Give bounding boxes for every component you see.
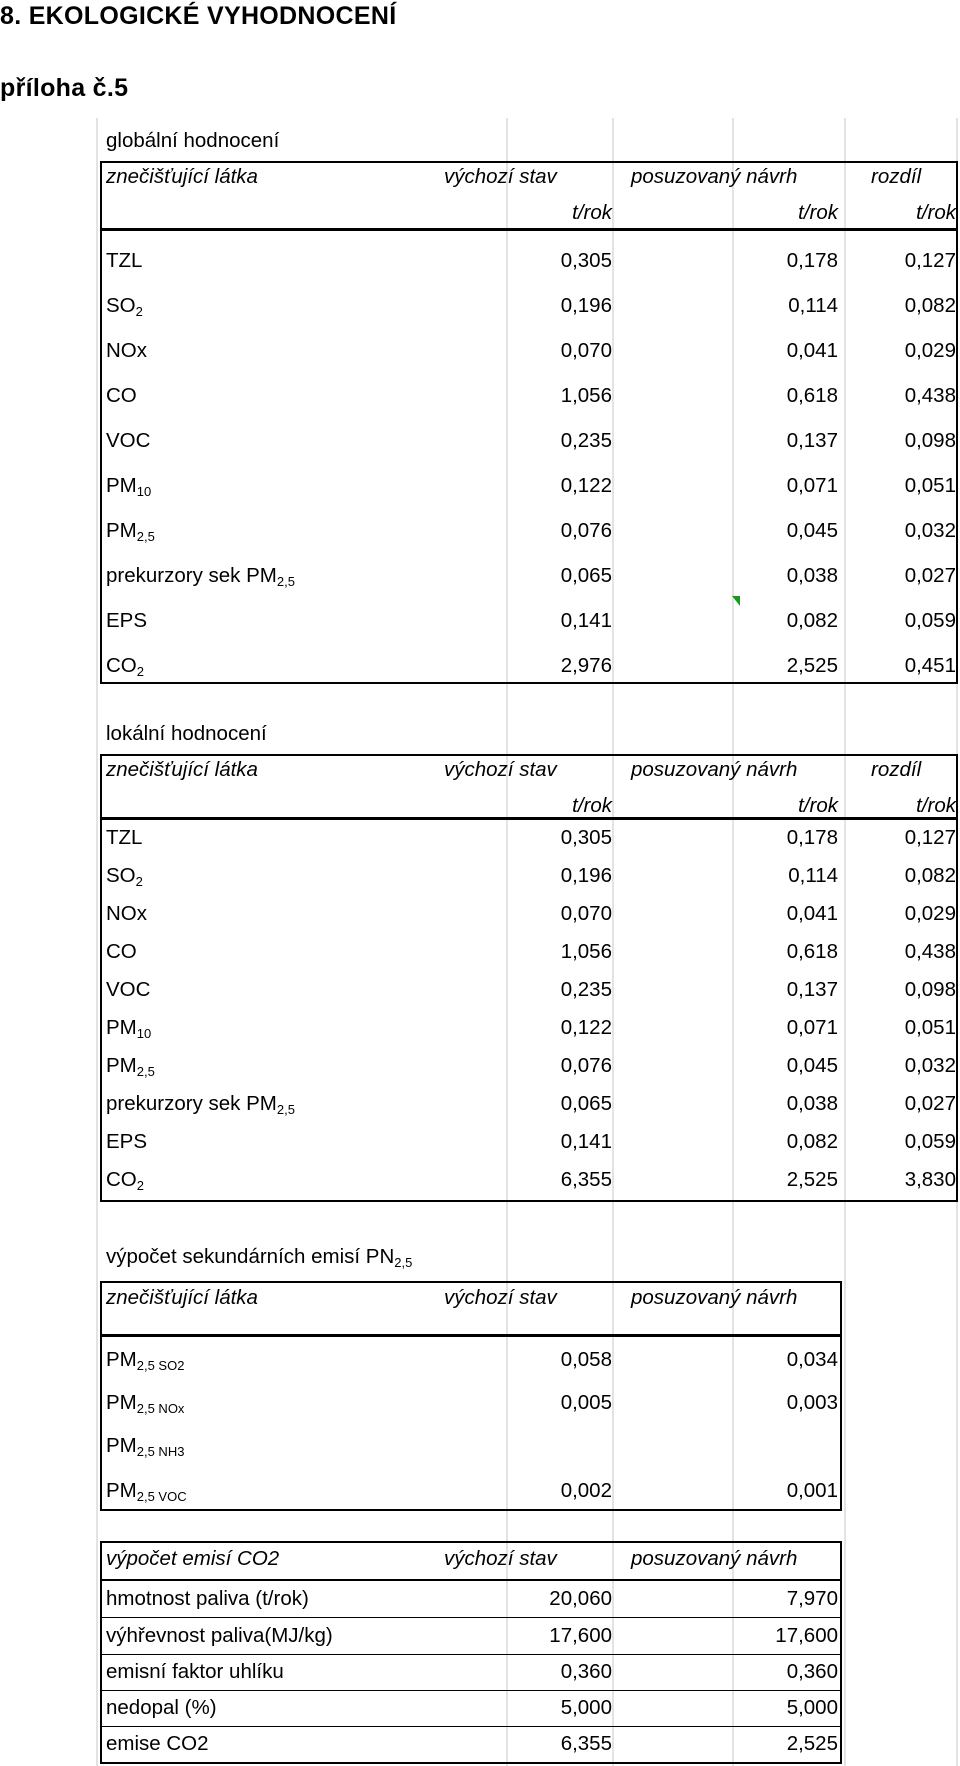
table-border: [100, 682, 958, 684]
value-proposal: 0,038: [786, 1092, 838, 1115]
value-base: 0,058: [560, 1348, 612, 1371]
grid-line: [96, 118, 98, 1766]
value-diff: 0,127: [904, 826, 956, 849]
value-diff: 0,082: [904, 864, 956, 887]
value-diff: 0,451: [904, 654, 956, 677]
value-diff: 3,830: [904, 1168, 956, 1191]
col-header-proposal: posuzovaný návrh: [631, 165, 798, 188]
table-border: [100, 1334, 842, 1337]
value-diff: 0,127: [904, 249, 956, 272]
parameter-name: výhřevnost paliva(MJ/kg): [106, 1624, 333, 1647]
table-border: [100, 1579, 842, 1581]
pollutant-subscript: 10: [136, 484, 152, 499]
pollutant-label: PM: [106, 1348, 137, 1371]
value-base: 0,235: [560, 429, 612, 452]
pollutant-label: PM: [106, 1391, 137, 1414]
pollutant-name: [106, 1132, 147, 1153]
value-proposal: 17,600: [775, 1624, 838, 1647]
pollutant-label: PM: [106, 1054, 137, 1077]
value-diff: 0,098: [904, 978, 956, 1001]
unit-base: t/rok: [572, 201, 612, 224]
value-proposal: 5,000: [786, 1696, 838, 1719]
pollutant-label: VOC: [106, 978, 151, 1001]
pollutant-name: [106, 828, 142, 849]
value-base: 0,005: [560, 1391, 612, 1414]
pollutant-name: [106, 251, 142, 272]
pollutant-name: [106, 476, 151, 498]
value-proposal: 0,071: [786, 474, 838, 497]
value-diff: 0,051: [904, 474, 956, 497]
value-proposal: 0,137: [786, 429, 838, 452]
pollutant-label: EPS: [106, 609, 148, 632]
pollutant-subscript: 2: [135, 304, 143, 319]
pollutant-subscript: 2: [136, 664, 144, 679]
value-base: 1,056: [560, 384, 612, 407]
value-proposal: 7,970: [786, 1587, 838, 1610]
pollutant-subscript: 10: [136, 1026, 152, 1041]
value-diff: 0,029: [904, 902, 956, 925]
pollutant-subscript: 2,5: [276, 1102, 295, 1117]
col-header-proposal: posuzovaný návrh: [631, 1286, 798, 1309]
pollutant-label: SO: [106, 864, 136, 887]
pollutant-name: [106, 296, 143, 318]
table-border: [956, 754, 958, 1202]
value-proposal: 0,045: [786, 519, 838, 542]
parameter-name: emisní faktor uhlíku: [106, 1660, 284, 1683]
value-proposal: 0,618: [786, 940, 838, 963]
value-base: 0,002: [560, 1479, 612, 1502]
table-row-divider: [100, 1617, 842, 1618]
pollutant-name: [106, 1393, 184, 1415]
value-diff: 0,029: [904, 339, 956, 362]
pollutant-label: VOC: [106, 429, 151, 452]
value-proposal: 0,001: [786, 1479, 838, 1502]
table-border: [100, 1509, 842, 1511]
value-base: 0,141: [560, 609, 612, 632]
pollutant-label: PM: [106, 1434, 137, 1457]
pollutant-name: [106, 904, 147, 925]
value-base: 6,355: [560, 1168, 612, 1191]
value-diff: 0,059: [904, 609, 956, 632]
unit-base: t/rok: [572, 794, 612, 817]
unit-diff: t/rok: [916, 201, 956, 224]
pollutant-name: [106, 1350, 184, 1372]
table-border: [100, 817, 958, 820]
pollutant-label: CO: [106, 654, 137, 677]
value-diff: 0,027: [904, 564, 956, 587]
value-proposal: 0,178: [786, 826, 838, 849]
pollutant-label: SO: [106, 294, 136, 317]
pollutant-label: EPS: [106, 1130, 148, 1153]
table-border: [100, 228, 958, 231]
value-base: 6,355: [560, 1732, 612, 1755]
pollutant-subscript: 2,5: [136, 529, 155, 544]
value-base: 0,122: [560, 474, 612, 497]
value-base: 0,076: [560, 1054, 612, 1077]
table-row-divider: [100, 1690, 842, 1691]
col-header-pollutant: znečišťující látka: [106, 1286, 258, 1309]
value-base: 0,235: [560, 978, 612, 1001]
value-proposal: 0,041: [786, 902, 838, 925]
unit-proposal: t/rok: [798, 201, 838, 224]
value-base: 0,305: [560, 826, 612, 849]
pollutant-label: prekurzory sek PM: [106, 1092, 277, 1115]
value-proposal: 0,034: [786, 1348, 838, 1371]
unit-proposal: t/rok: [798, 794, 838, 817]
co2calc-title: výpočet emisí CO2: [106, 1547, 280, 1570]
pollutant-label: CO: [106, 940, 137, 963]
value-proposal: 0,360: [786, 1660, 838, 1683]
pollutant-label: PM: [106, 1479, 137, 1502]
value-proposal: 0,045: [786, 1054, 838, 1077]
section-heading: 8. EKOLOGICKÉ VYHODNOCENÍ: [0, 2, 397, 30]
value-base: 0,076: [560, 519, 612, 542]
value-proposal: 0,003: [786, 1391, 838, 1414]
pollutant-subscript: 2,5 NOx: [136, 1401, 185, 1416]
pollutant-name: [106, 1436, 184, 1458]
pollutant-subscript: 2,5 SO2: [136, 1358, 185, 1373]
pollutant-label: CO: [106, 1168, 137, 1191]
value-proposal: 0,137: [786, 978, 838, 1001]
value-base: 0,065: [560, 1092, 612, 1115]
table-border: [100, 1762, 842, 1764]
col-header-base: výchozí stav: [444, 758, 557, 781]
grid-line: [506, 118, 508, 1766]
pollutant-label: PM: [106, 474, 137, 497]
value-base: 0,360: [560, 1660, 612, 1683]
value-base: 17,600: [549, 1624, 612, 1647]
grid-line: [844, 118, 846, 1766]
col-header-base: výchozí stav: [444, 1286, 557, 1309]
table-border: [100, 1200, 958, 1202]
value-base: 1,056: [560, 940, 612, 963]
value-diff: 0,051: [904, 1016, 956, 1039]
secondary-title: [106, 1247, 412, 1269]
pollutant-name: [106, 942, 137, 963]
value-proposal: 2,525: [786, 1732, 838, 1755]
global-title: globální hodnocení: [106, 129, 280, 152]
col-header-diff: rozdíl: [871, 758, 922, 781]
value-base: 0,305: [560, 249, 612, 272]
appendix-heading: příloha č.5: [0, 74, 129, 102]
table-row-divider: [100, 1654, 842, 1655]
col-header-proposal: posuzovaný návrh: [631, 758, 798, 781]
pollutant-name: [106, 341, 147, 362]
value-base: 0,196: [560, 864, 612, 887]
pollutant-name: [106, 566, 295, 588]
col-header-proposal: posuzovaný návrh: [631, 1547, 798, 1570]
table-border: [100, 1541, 102, 1764]
value-proposal: 0,114: [788, 864, 838, 887]
grid-line: [612, 118, 614, 1766]
pollutant-subscript: 2,5: [136, 1064, 155, 1079]
pollutant-name: [106, 656, 144, 678]
value-diff: 0,032: [904, 1054, 956, 1077]
table-row-divider: [100, 1726, 842, 1727]
pollutant-name: [106, 1018, 151, 1040]
pollutant-label: prekurzory sek PM: [106, 564, 277, 587]
value-proposal: 0,618: [786, 384, 838, 407]
value-diff: 0,082: [904, 294, 956, 317]
pollutant-label: NOx: [106, 902, 147, 925]
unit-diff: t/rok: [916, 794, 956, 817]
local-title: lokální hodnocení: [106, 722, 267, 745]
pollutant-label: NOx: [106, 339, 147, 362]
value-diff: 0,438: [904, 384, 956, 407]
value-base: 0,070: [560, 339, 612, 362]
col-header-pollutant: znečišťující látka: [106, 165, 258, 188]
pollutant-name: [106, 1056, 155, 1078]
parameter-name: nedopal (%): [106, 1696, 217, 1719]
value-diff: 0,098: [904, 429, 956, 452]
table-border: [100, 161, 102, 684]
value-proposal: 0,082: [786, 1130, 838, 1153]
value-proposal: 0,114: [788, 294, 838, 317]
secondary-title-subscript: 2,5: [394, 1255, 413, 1270]
pollutant-name: [106, 431, 150, 452]
pollutant-name: [106, 1170, 144, 1192]
value-proposal: 0,071: [786, 1016, 838, 1039]
parameter-name: hmotnost paliva (t/rok): [106, 1587, 309, 1610]
value-base: 0,065: [560, 564, 612, 587]
value-proposal: 2,525: [786, 654, 838, 677]
parameter-name: emise CO2: [106, 1732, 209, 1755]
secondary-title-text: výpočet sekundárních emisí PN: [106, 1245, 395, 1268]
grid-line: [732, 118, 734, 1766]
pollutant-label: TZL: [106, 826, 143, 849]
pollutant-name: [106, 1094, 295, 1116]
pollutant-label: PM: [106, 1016, 137, 1039]
pollutant-label: CO: [106, 384, 137, 407]
value-proposal: 2,525: [786, 1168, 838, 1191]
pollutant-label: PM: [106, 519, 137, 542]
value-diff: 0,059: [904, 1130, 956, 1153]
pollutant-name: [106, 611, 147, 632]
value-base: 2,976: [560, 654, 612, 677]
value-diff: 0,027: [904, 1092, 956, 1115]
value-base: 5,000: [560, 1696, 612, 1719]
pollutant-label: TZL: [106, 249, 143, 272]
value-proposal: 0,178: [786, 249, 838, 272]
col-header-pollutant: znečišťující látka: [106, 758, 258, 781]
table-border: [840, 1541, 842, 1764]
pollutant-subscript: 2,5 VOC: [136, 1489, 187, 1504]
pollutant-subscript: 2,5: [276, 574, 295, 589]
pollutant-name: [106, 1481, 187, 1503]
table-border: [100, 754, 958, 756]
value-proposal: 0,041: [786, 339, 838, 362]
table-border: [100, 1541, 842, 1543]
col-header-base: výchozí stav: [444, 165, 557, 188]
table-border: [100, 161, 958, 163]
col-header-diff: rozdíl: [871, 165, 922, 188]
table-border: [100, 754, 102, 1202]
pollutant-name: [106, 866, 143, 888]
pollutant-name: [106, 521, 155, 543]
pollutant-name: [106, 386, 137, 407]
value-diff: 0,438: [904, 940, 956, 963]
pollutant-subscript: 2,5 NH3: [136, 1444, 185, 1459]
table-border: [956, 161, 958, 684]
pollutant-name: [106, 980, 150, 1001]
col-header-base: výchozí stav: [444, 1547, 557, 1570]
value-base: 20,060: [549, 1587, 612, 1610]
table-border: [100, 1281, 842, 1283]
value-proposal: 0,038: [786, 564, 838, 587]
value-proposal: 0,082: [786, 609, 838, 632]
cell-comment-marker-icon: [732, 596, 740, 606]
table-border: [100, 1281, 102, 1511]
value-base: 0,196: [560, 294, 612, 317]
value-base: 0,122: [560, 1016, 612, 1039]
value-diff: 0,032: [904, 519, 956, 542]
pollutant-subscript: 2: [135, 874, 143, 889]
value-base: 0,070: [560, 902, 612, 925]
table-border: [840, 1281, 842, 1511]
value-base: 0,141: [560, 1130, 612, 1153]
pollutant-subscript: 2: [136, 1178, 144, 1193]
